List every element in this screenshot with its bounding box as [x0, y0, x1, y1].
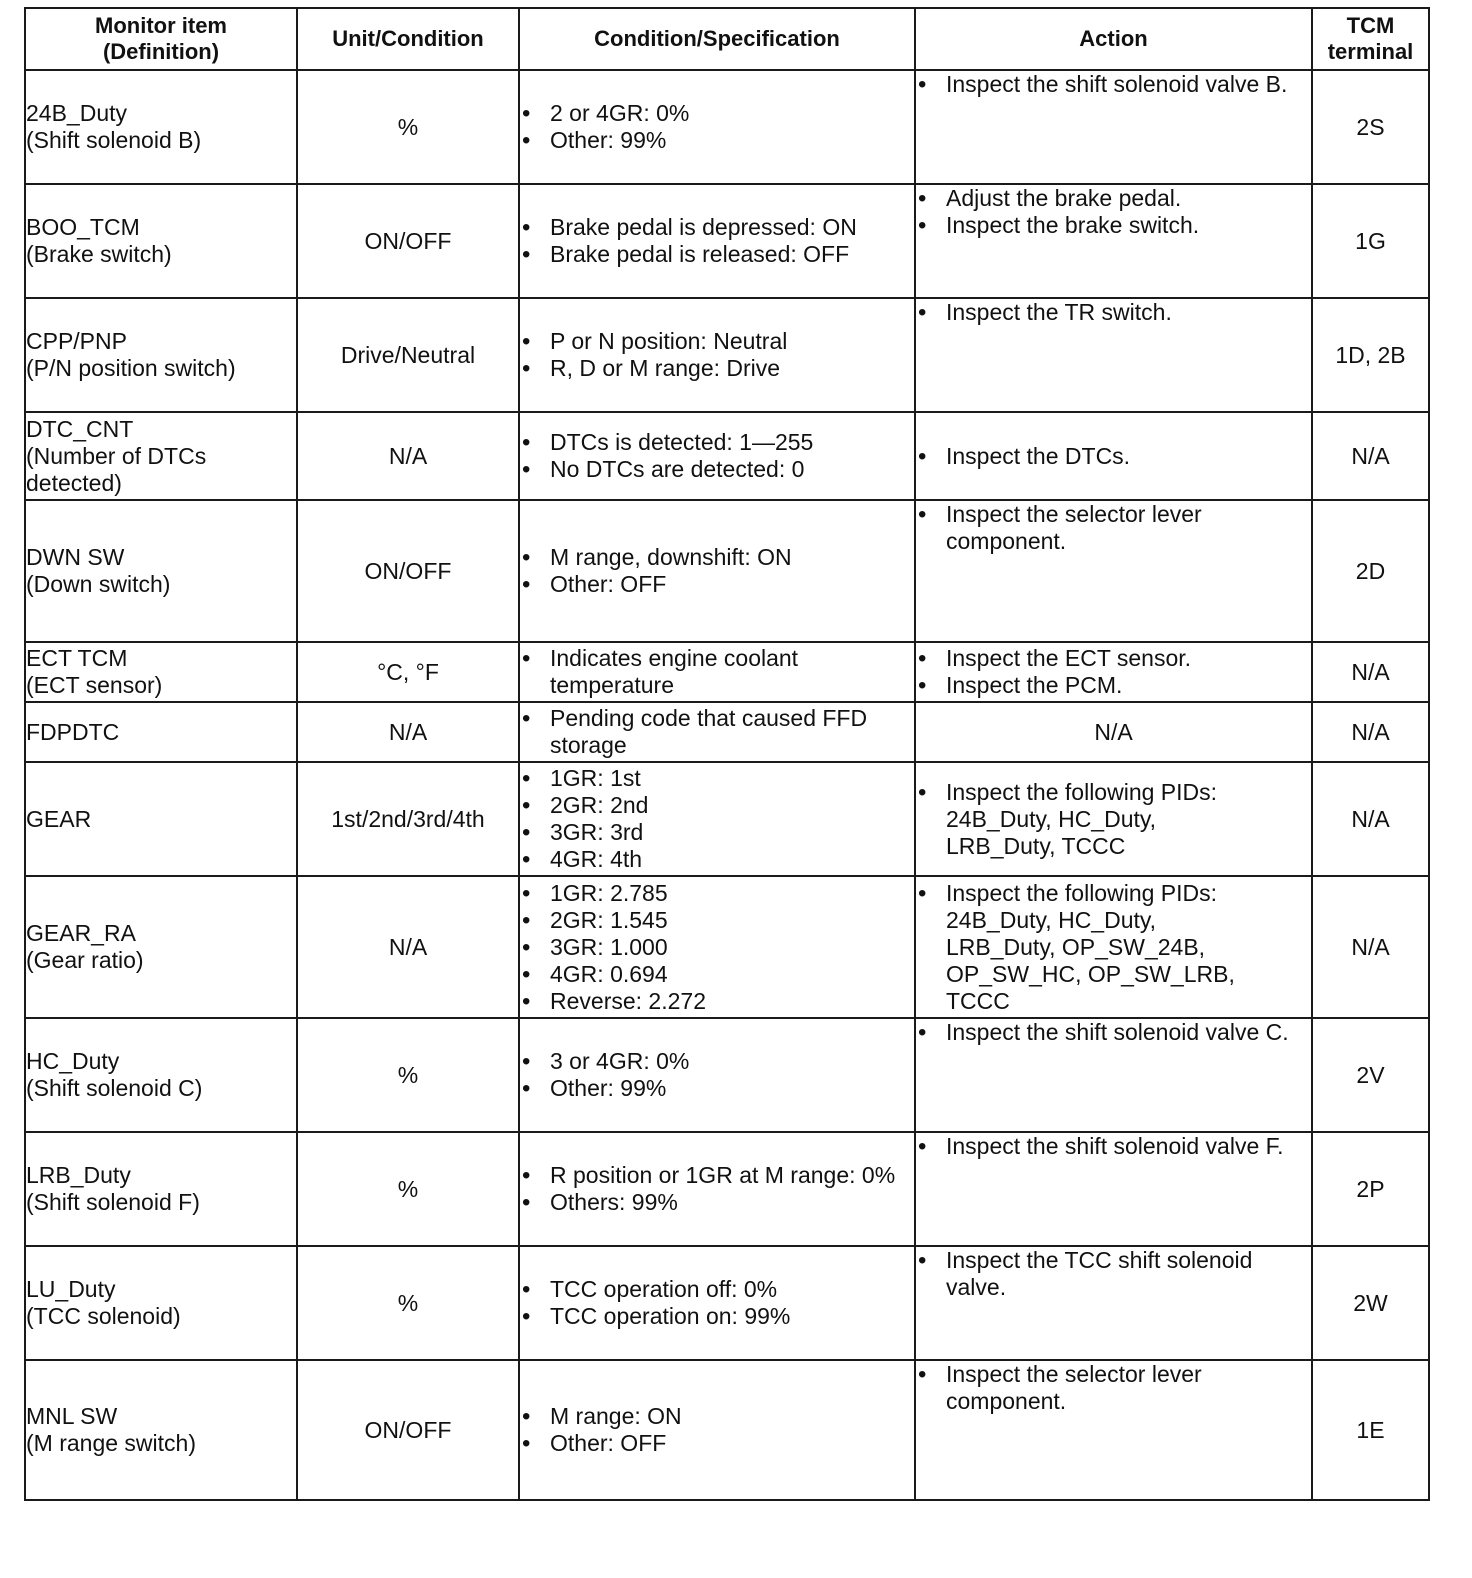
unit-cell: %	[297, 70, 519, 184]
monitor-item-cell	[25, 762, 297, 876]
terminal-cell: 1D, 2B	[1312, 298, 1429, 412]
spec-item: • Brake pedal is depressed: ON	[520, 214, 914, 241]
action-cell	[915, 1246, 1312, 1360]
spec-item: • Brake pedal is released: OFF	[520, 241, 914, 268]
header-monitor-item-line1: Monitor item	[95, 13, 227, 38]
unit-cell: N/A	[297, 702, 519, 762]
spec-item: • 2 or 4GR: 0%	[520, 100, 914, 127]
unit-cell: 1st/2nd/3rd/4th	[297, 762, 519, 876]
action-line: LRB_Duty, OP_SW_24B,	[946, 933, 1206, 960]
spec-cell	[519, 184, 915, 298]
action-item: • Inspect the TR switch.	[916, 299, 1311, 326]
unit-cell: N/A	[297, 412, 519, 500]
spec-item: • 2GR: 1.545	[520, 907, 914, 934]
spec-item: • TCC operation on: 99%	[520, 1303, 914, 1330]
monitor-item-cell	[25, 70, 297, 184]
header-monitor-item-line2: (Definition)	[102, 39, 220, 64]
spec-cell	[519, 1132, 915, 1246]
spec-item: • Other: OFF	[520, 571, 914, 598]
spec-item: • 3GR: 3rd	[520, 819, 914, 846]
monitor-item-cell	[25, 1360, 297, 1500]
action-cell	[915, 412, 1312, 500]
monitor-item-definition: (ECT sensor)	[26, 672, 163, 698]
action-cell	[915, 184, 1312, 298]
spec-cell	[519, 702, 915, 762]
spec-cell	[519, 762, 915, 876]
spec-cell	[519, 1246, 915, 1360]
action-cell	[915, 500, 1312, 642]
header-terminal-line2: terminal	[1327, 39, 1414, 64]
table-row	[25, 500, 1429, 642]
monitor-item-name: GEAR	[26, 805, 92, 832]
terminal-cell: N/A	[1312, 642, 1429, 702]
monitor-item-definition: (Shift solenoid C)	[26, 1075, 203, 1101]
action-line: 24B_Duty, HC_Duty,	[946, 906, 1157, 933]
action-item: • Inspect the shift solenoid valve C.	[916, 1019, 1311, 1046]
monitor-item-definition: (P/N position switch)	[26, 355, 236, 381]
table-header-row	[25, 8, 1429, 70]
unit-cell: %	[297, 1246, 519, 1360]
action-cell	[915, 1018, 1312, 1132]
monitor-item-definition: (M range switch)	[26, 1430, 196, 1456]
monitor-item-name: ECT TCM	[26, 645, 128, 671]
monitor-item-cell	[25, 1018, 297, 1132]
table-row	[25, 642, 1429, 702]
header-spec: Condition/Specification	[519, 8, 915, 70]
header-terminal	[1312, 8, 1429, 70]
unit-cell: ON/OFF	[297, 184, 519, 298]
spec-item: • M range: ON	[520, 1403, 914, 1430]
monitor-item-cell	[25, 1132, 297, 1246]
monitor-item-definition: (Brake switch)	[26, 241, 172, 267]
action-item	[916, 779, 1311, 860]
action-item: • Inspect the selector lever component.	[916, 501, 1311, 555]
unit-cell: °C, °F	[297, 642, 519, 702]
monitor-item-name: GEAR_RA	[26, 920, 136, 946]
spec-item: • 4GR: 0.694	[520, 961, 914, 988]
monitor-item-name: LRB_Duty	[26, 1162, 131, 1188]
spec-item: • TCC operation off: 0%	[520, 1276, 914, 1303]
monitor-item-cell	[25, 702, 297, 762]
monitor-item-cell	[25, 184, 297, 298]
terminal-cell: 1G	[1312, 184, 1429, 298]
spec-item: • Other: 99%	[520, 127, 914, 154]
monitor-item-name: MNL SW	[26, 1403, 118, 1429]
action-item: • Inspect the TCC shift solenoid valve.	[916, 1247, 1311, 1301]
unit-cell: ON/OFF	[297, 500, 519, 642]
spec-cell	[519, 1360, 915, 1500]
action-cell	[915, 876, 1312, 1018]
monitor-item-cell	[25, 1246, 297, 1360]
terminal-cell: 2W	[1312, 1246, 1429, 1360]
action-item: • Inspect the DTCs.	[916, 443, 1311, 470]
monitor-item-definition: (TCC solenoid)	[26, 1303, 181, 1329]
spec-item: • 1GR: 2.785	[520, 880, 914, 907]
spec-item: • No DTCs are detected: 0	[520, 456, 914, 483]
spec-item: • 3GR: 1.000	[520, 934, 914, 961]
action-cell	[915, 762, 1312, 876]
terminal-cell: N/A	[1312, 762, 1429, 876]
action-cell	[915, 1132, 1312, 1246]
spec-item: • Other: 99%	[520, 1075, 914, 1102]
monitor-item-definition: (Number of DTCs	[26, 442, 207, 469]
action-line: 24B_Duty, HC_Duty,	[946, 805, 1157, 832]
table-row	[25, 412, 1429, 500]
spec-cell	[519, 1018, 915, 1132]
spec-cell	[519, 412, 915, 500]
spec-item: • 4GR: 4th	[520, 846, 914, 873]
spec-item: • Other: OFF	[520, 1430, 914, 1457]
monitor-item-name: DTC_CNT	[26, 415, 134, 442]
table-row	[25, 1360, 1429, 1500]
unit-cell: Drive/Neutral	[297, 298, 519, 412]
monitor-item-name: BOO_TCM	[26, 214, 140, 240]
action-item	[916, 880, 1311, 1015]
spec-item: • Reverse: 2.272	[520, 988, 914, 1015]
spec-item: • R position or 1GR at M range: 0%	[520, 1162, 914, 1189]
action-item: • Adjust the brake pedal.	[916, 185, 1311, 212]
unit-cell: %	[297, 1018, 519, 1132]
monitor-item-name: LU_Duty	[26, 1276, 116, 1302]
monitor-item-table	[24, 7, 1430, 1501]
action-item: • Inspect the ECT sensor.	[916, 645, 1311, 672]
monitor-item-definition: (Down switch)	[26, 571, 171, 597]
action-item: • Inspect the shift solenoid valve F.	[916, 1133, 1311, 1160]
monitor-item-definition: (Gear ratio)	[26, 947, 144, 973]
monitor-item-definition: (Shift solenoid B)	[26, 127, 202, 153]
spec-item: • M range, downshift: ON	[520, 544, 914, 571]
action-line: LRB_Duty, TCCC	[946, 832, 1126, 859]
spec-item: • Pending code that caused FFD storage	[520, 705, 914, 759]
spec-cell	[519, 70, 915, 184]
spec-cell	[519, 298, 915, 412]
monitor-item-name: 24B_Duty	[26, 100, 128, 126]
monitor-item-cell	[25, 876, 297, 1018]
spec-item: • 2GR: 2nd	[520, 792, 914, 819]
terminal-cell: 1E	[1312, 1360, 1429, 1500]
monitor-item-cell	[25, 642, 297, 702]
table-row	[25, 762, 1429, 876]
header-terminal-line1: TCM	[1346, 13, 1395, 38]
action-item: • Inspect the selector lever component.	[916, 1361, 1311, 1415]
action-line: OP_SW_HC, OP_SW_LRB,	[946, 960, 1235, 987]
action-cell	[915, 298, 1312, 412]
terminal-cell: 2P	[1312, 1132, 1429, 1246]
action-cell: N/A	[915, 702, 1312, 762]
table-row	[25, 1132, 1429, 1246]
monitor-table-page	[24, 7, 1430, 1501]
action-line: • Inspect the following PIDs:	[946, 879, 1218, 906]
header-action: Action	[915, 8, 1312, 70]
table-row	[25, 702, 1429, 762]
terminal-cell: N/A	[1312, 876, 1429, 1018]
spec-item: • R, D or M range: Drive	[520, 355, 914, 382]
monitor-item-definition: detected)	[26, 469, 122, 496]
spec-item: • DTCs is detected: 1—255	[520, 429, 914, 456]
spec-item: • P or N position: Neutral	[520, 328, 914, 355]
action-line: • Inspect the following PIDs:	[946, 778, 1218, 805]
spec-cell	[519, 500, 915, 642]
terminal-cell: N/A	[1312, 702, 1429, 762]
table-row	[25, 876, 1429, 1018]
header-unit: Unit/Condition	[297, 8, 519, 70]
terminal-cell: N/A	[1312, 412, 1429, 500]
action-cell	[915, 1360, 1312, 1500]
monitor-item-definition: (Shift solenoid F)	[26, 1189, 200, 1215]
terminal-cell: 2V	[1312, 1018, 1429, 1132]
action-item: • Inspect the PCM.	[916, 672, 1311, 699]
header-monitor-item	[25, 8, 297, 70]
spec-item: • 3 or 4GR: 0%	[520, 1048, 914, 1075]
terminal-cell: 2S	[1312, 70, 1429, 184]
action-line: TCCC	[946, 987, 1010, 1014]
monitor-item-cell	[25, 412, 297, 500]
spec-item: • Indicates engine coolant temperature	[520, 645, 914, 699]
monitor-item-name: HC_Duty	[26, 1048, 120, 1074]
table-row	[25, 70, 1429, 184]
spec-item: • 1GR: 1st	[520, 765, 914, 792]
action-item: • Inspect the brake switch.	[916, 212, 1311, 239]
monitor-item-cell	[25, 500, 297, 642]
table-row	[25, 298, 1429, 412]
action-cell	[915, 70, 1312, 184]
spec-item: • Others: 99%	[520, 1189, 914, 1216]
unit-cell: %	[297, 1132, 519, 1246]
action-item: • Inspect the shift solenoid valve B.	[916, 71, 1311, 98]
unit-cell: ON/OFF	[297, 1360, 519, 1500]
terminal-cell: 2D	[1312, 500, 1429, 642]
table-row	[25, 1018, 1429, 1132]
monitor-item-name: DWN SW	[26, 544, 125, 570]
unit-cell: N/A	[297, 876, 519, 1018]
table-row	[25, 184, 1429, 298]
spec-cell	[519, 876, 915, 1018]
monitor-item-name: CPP/PNP	[26, 328, 127, 354]
spec-cell	[519, 642, 915, 702]
monitor-item-name: FDPDTC	[26, 718, 120, 745]
action-cell	[915, 642, 1312, 702]
monitor-item-cell	[25, 298, 297, 412]
table-row	[25, 1246, 1429, 1360]
